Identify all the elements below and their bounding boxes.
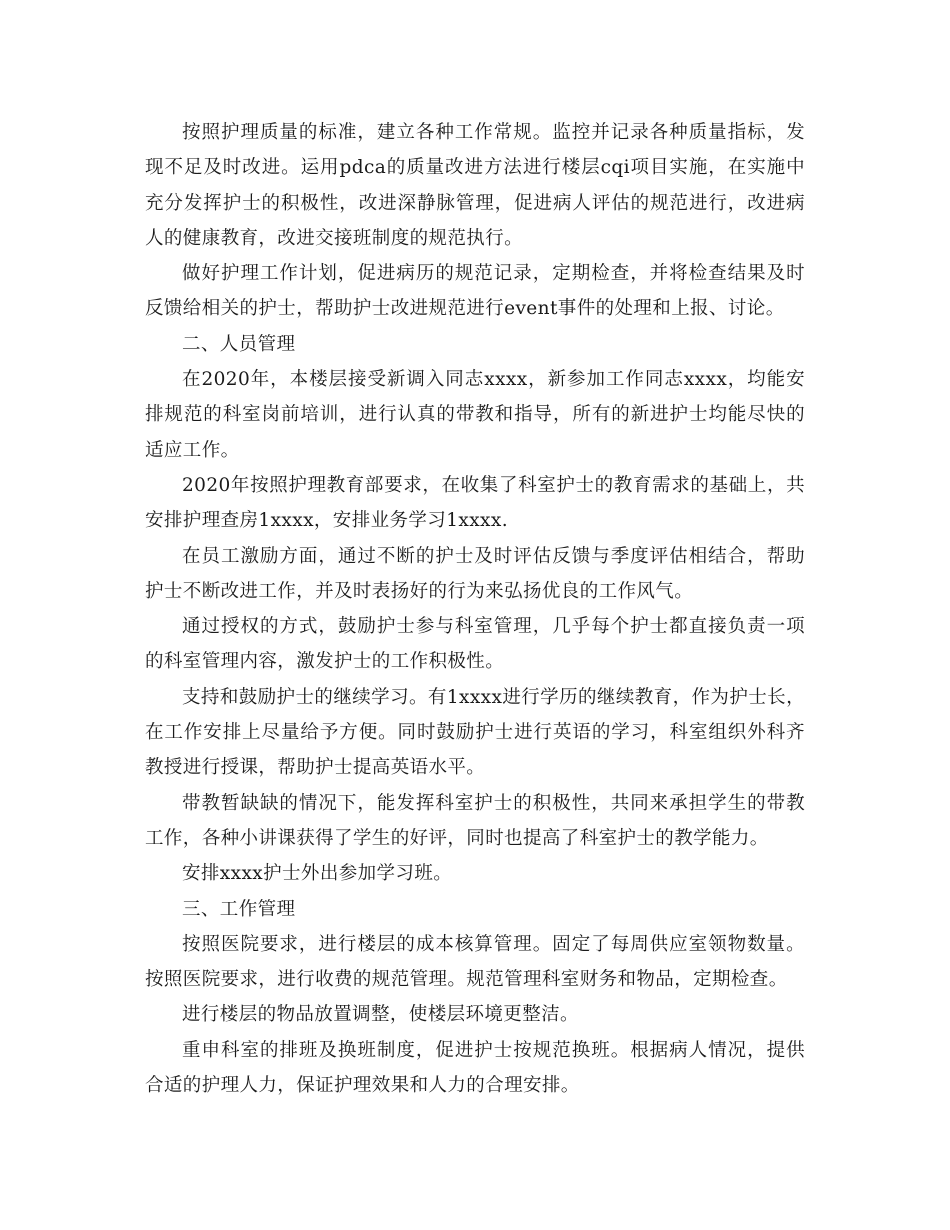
paragraph-quality-standards: 按照护理质量的标准，建立各种工作常规。监控并记录各种质量指标，发现不足及时改进。运用pdca的质量改进方法进行楼层cqi项目实施，在实施中充分发挥护士的积极性，改进深静脉管理，促进病人评估的规范进行，改进病人的健康教育，改进交接班制度的规范执行。: [145, 122, 805, 249]
section-heading-personnel: 二、人员管理: [182, 333, 296, 355]
paragraph-environment: 进行楼层的物品放置调整，使楼层环境更整洁。: [182, 1004, 579, 1026]
paragraph-continuing-study: 支持和鼓励护士的继续学习。有1xxxx进行学历的继续教育，作为护士长，在工作安排上尽量给予方便。同时鼓励护士进行英语的学习，科室组织外科齐教授进行授课，帮助护士提高英语水平。: [145, 686, 805, 779]
section-heading-work: 三、工作管理: [182, 898, 296, 920]
paragraph-cost-management: 按照医院要求，进行楼层的成本核算管理。固定了每周供应室领物数量。按照医院要求，进行收费的规范管理。规范管理科室财务和物品，定期检查。: [145, 933, 805, 991]
paragraph-education: 2020年按照护理教育部要求，在收集了科室护士的教育需求的基础上，共安排护理查房1xxxx，安排业务学习1xxxx.: [145, 474, 805, 532]
document-body: [145, 115, 805, 1103]
paragraph-work-plan: 做好护理工作计划，促进病历的规范记录，定期检查，并将检查结果及时反馈给相关的护士，帮助护士改进规范进行event事件的处理和上报、讨论。: [145, 263, 805, 320]
paragraph-authorization: 通过授权的方式，鼓励护士参与科室管理，几乎每个护士都直接负责一项的科室管理内容，激发护士的工作积极性。: [145, 616, 805, 673]
paragraph-new-staff: 在2020年，本楼层接受新调入同志xxxx，新参加工作同志xxxx，均能安排规范的科室岗前培训，进行认真的带教和指导，所有的新进护士均能尽快的适应工作。: [145, 369, 805, 461]
paragraph-training-class: 安排xxxx护士外出参加学习班。: [182, 863, 453, 885]
paragraph-motivation: 在员工激励方面，通过不断的护士及时评估反馈与季度评估相结合，帮助护士不断改进工作，并及时表扬好的行为来弘扬优良的工作风气。: [145, 545, 805, 602]
paragraph-scheduling: 重申科室的排班及换班制度，促进护士按规范换班。根据病人情况，提供合适的护理人力，保证护理效果和人力的合理安排。: [145, 1039, 805, 1097]
paragraph-teaching: 带教暂缺缺的情况下，能发挥科室护士的积极性，共同来承担学生的带教工作，各种小讲课获得了学生的好评，同时也提高了科室护士的教学能力。: [145, 792, 805, 849]
